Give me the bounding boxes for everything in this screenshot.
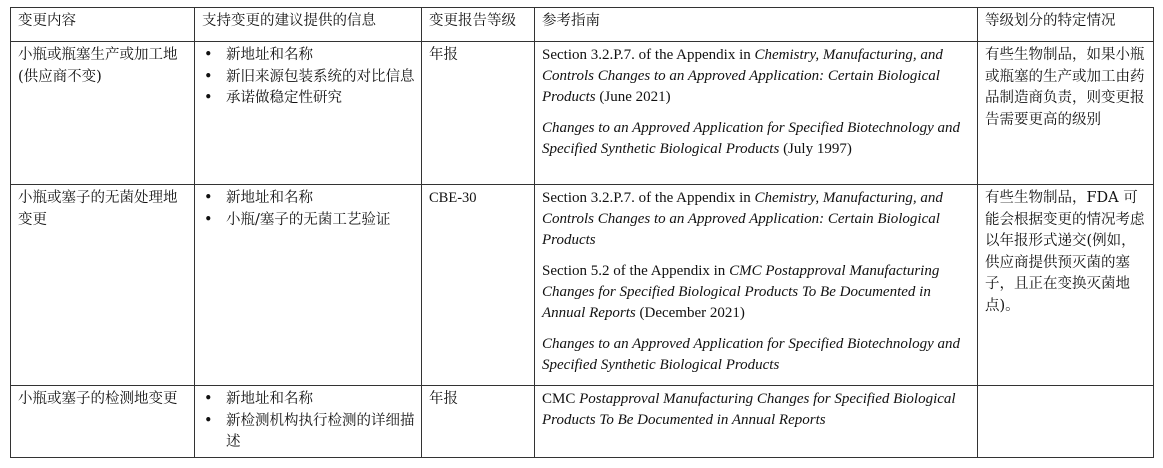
guide-title: Changes to an Approved Application for Specified Biotechnology and Specified Synthetic Biological Products bbox=[542, 336, 960, 373]
bullet-icon: • bbox=[204, 90, 213, 106]
guide-title: Changes to an Approved Application for Specified Biotechnology and Specified Synthetic Biological Products bbox=[542, 120, 960, 157]
info-text: 新地址和名称 bbox=[226, 391, 313, 407]
list-item bbox=[202, 67, 415, 89]
table-row bbox=[11, 185, 1154, 386]
info-cell bbox=[195, 42, 422, 185]
list-item bbox=[202, 45, 415, 67]
info-text: 小瓶/塞子的无菌工艺验证 bbox=[226, 211, 391, 228]
guide-cell bbox=[535, 386, 978, 458]
guide-entry bbox=[542, 334, 971, 376]
list-item bbox=[202, 188, 415, 210]
bullet-icon: • bbox=[204, 391, 213, 407]
header-special: 等级划分的特定情况 bbox=[978, 8, 1154, 42]
bullet-icon: • bbox=[204, 68, 213, 85]
info-cell bbox=[195, 386, 422, 458]
special-cell: 有些生物制品，如果小瓶或瓶塞的生产或加工由药品制造商负责，则变更报告需要更高的级别 bbox=[978, 42, 1154, 185]
bullet-icon: • bbox=[204, 211, 213, 228]
list-item bbox=[202, 389, 415, 411]
level-cell: CBE-30 bbox=[422, 185, 535, 386]
info-list bbox=[202, 188, 415, 231]
change-cell: 小瓶或塞子的检测地变更 bbox=[11, 386, 195, 458]
guide-prefix: Section 5.2 of the Appendix in bbox=[542, 263, 730, 279]
change-table bbox=[10, 7, 1154, 458]
guide-suffix: (December 2021) bbox=[635, 305, 745, 321]
guide-prefix: Section 3.2.P.7. of the Appendix in bbox=[542, 47, 755, 63]
special-cell bbox=[978, 386, 1154, 458]
guide-title: Postapproval Manufacturing Changes for Specified Biological Products To Be Documented in Annual Reports bbox=[542, 391, 956, 428]
list-item bbox=[202, 411, 415, 454]
table-row bbox=[11, 42, 1154, 185]
guide-entry bbox=[542, 389, 971, 431]
guide-cell bbox=[535, 185, 978, 386]
guide-prefix: CMC bbox=[542, 391, 580, 407]
info-list bbox=[202, 45, 415, 110]
info-cell bbox=[195, 185, 422, 386]
info-list bbox=[202, 389, 415, 454]
header-info: 支持变更的建议提供的信息 bbox=[195, 8, 422, 42]
guide-entry bbox=[542, 188, 971, 251]
header-row bbox=[11, 8, 1154, 42]
header-guide: 参考指南 bbox=[535, 8, 978, 42]
guide-title: CMC Postapproval Manufacturing Changes for Specified Biological Products To Be Documented in Annual Reports bbox=[542, 263, 940, 321]
list-item bbox=[202, 210, 415, 232]
bullet-icon: • bbox=[204, 412, 213, 429]
level-cell: 年报 bbox=[422, 42, 535, 185]
guide-prefix: Section 3.2.P.7. of the Appendix in bbox=[542, 190, 755, 206]
guide-suffix: (June 2021) bbox=[595, 89, 671, 105]
info-text: 承诺做稳定性研究 bbox=[226, 90, 342, 106]
guide-entry bbox=[542, 45, 971, 108]
table-row bbox=[11, 386, 1154, 458]
info-text: 新旧来源包装系统的对比信息 bbox=[226, 68, 415, 85]
info-text: 新地址和名称 bbox=[226, 47, 313, 63]
info-text: 新检测机构执行检测的详细描述 bbox=[226, 412, 415, 450]
header-level: 变更报告等级 bbox=[422, 8, 535, 42]
special-cell: 有些生物制品，FDA 可能会根据变更的情况考虑以年报形式递交(例如，供应商提供预灭菌的塞子，且正在变换灭菌地点)。 bbox=[978, 185, 1154, 386]
guide-title: Chemistry, Manufacturing, and Controls Changes to an Approved Application: Certain Biological Products bbox=[542, 47, 943, 105]
change-cell: 小瓶或瓶塞生产或加工地(供应商不变) bbox=[11, 42, 195, 185]
guide-suffix: (July 1997) bbox=[779, 141, 852, 157]
change-cell: 小瓶或塞子的无菌处理地变更 bbox=[11, 185, 195, 386]
guide-entry bbox=[542, 261, 971, 324]
list-item bbox=[202, 88, 415, 110]
guide-title: Chemistry, Manufacturing, and Controls Changes to an Approved Application: Certain Biological Products bbox=[542, 190, 943, 248]
header-change: 变更内容 bbox=[11, 8, 195, 42]
level-cell: 年报 bbox=[422, 386, 535, 458]
bullet-icon: • bbox=[204, 190, 213, 206]
guide-cell bbox=[535, 42, 978, 185]
info-text: 新地址和名称 bbox=[226, 190, 313, 206]
guide-entry bbox=[542, 118, 971, 160]
bullet-icon: • bbox=[204, 47, 213, 63]
